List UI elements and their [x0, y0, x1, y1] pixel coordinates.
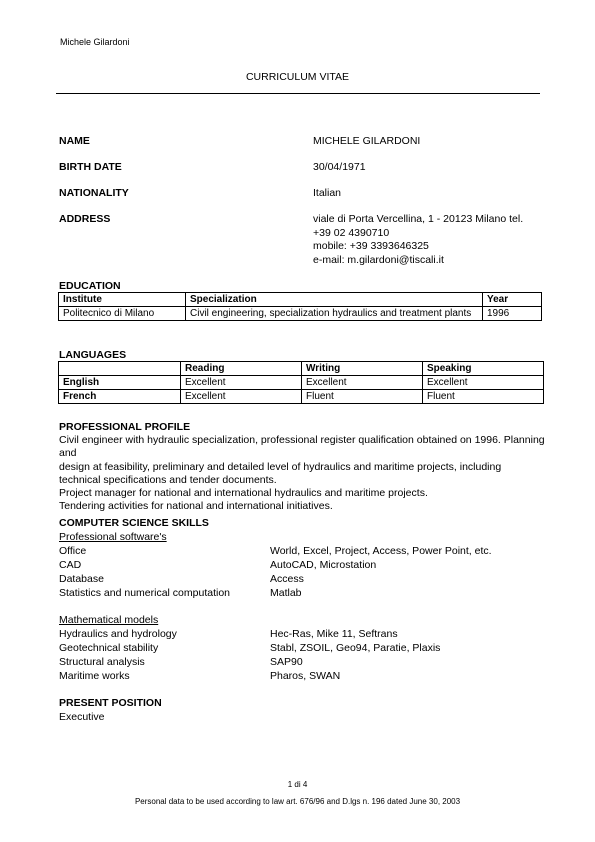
- model-tools: Pharos, SWAN: [270, 670, 341, 682]
- page-number: 1 di 4: [287, 780, 308, 789]
- profile-line: design at feasibility, preliminary and detailed level of hydraulics and maritime projects, including: [59, 460, 502, 473]
- column-header: Institute: [59, 293, 186, 307]
- list-item: [59, 656, 539, 670]
- table-header-row: [59, 362, 544, 376]
- skill-tools: World, Excel, Project, Access, Power Point, etc.: [270, 545, 492, 557]
- header-author: Michele Gilardoni: [60, 37, 130, 47]
- profile-text: [59, 434, 549, 514]
- column-header: Year: [483, 293, 542, 307]
- profile-line: Tendering activities for national and international initiatives.: [59, 500, 333, 513]
- model-category: Structural analysis: [59, 656, 145, 668]
- address-mobile: mobile: +39 3393646325: [313, 240, 429, 252]
- column-header: [59, 362, 181, 376]
- software-subheading: Professional software's: [59, 531, 167, 543]
- education-table: [58, 292, 542, 321]
- education-heading: EDUCATION: [59, 280, 121, 292]
- title-divider: [56, 93, 540, 94]
- skill-category: Database: [59, 573, 104, 585]
- position-heading: PRESENT POSITION: [59, 697, 162, 709]
- address-block: [313, 213, 523, 267]
- skill-tools: Access: [270, 573, 304, 585]
- language-name: English: [59, 376, 181, 390]
- skills-heading: COMPUTER SCIENCE SKILLS: [59, 517, 209, 529]
- nationality-label: NATIONALITY: [59, 187, 129, 199]
- models-subheading: Mathematical models: [59, 614, 159, 626]
- list-item: [59, 587, 539, 601]
- model-category: Maritime works: [59, 670, 130, 682]
- column-header: Reading: [181, 362, 302, 376]
- list-item: [59, 573, 539, 587]
- table-cell: Excellent: [181, 376, 302, 390]
- table-cell: Excellent: [181, 390, 302, 404]
- document-title: CURRICULUM VITAE: [245, 71, 350, 83]
- model-category: Hydraulics and hydrology: [59, 628, 177, 640]
- skill-category: Office: [59, 545, 87, 557]
- position-value: Executive: [59, 711, 105, 723]
- birth-date-value: 30/04/1971: [313, 161, 366, 173]
- languages-heading: LANGUAGES: [59, 349, 127, 361]
- profile-line: Project manager for national and international hydraulics and maritime projects.: [59, 487, 428, 500]
- profile-line: technical specifications and tender documents.: [59, 473, 277, 486]
- skill-category: Statistics and numerical computation: [59, 587, 230, 599]
- table-row: [59, 390, 544, 404]
- address-phone: +39 02 4390710: [313, 226, 390, 239]
- birth-date-label: BIRTH DATE: [59, 161, 122, 173]
- column-header: Specialization: [186, 293, 483, 307]
- table-cell: Civil engineering, specialization hydraulics and treatment plants: [186, 307, 483, 321]
- table-row: [59, 376, 544, 390]
- language-name: French: [59, 390, 181, 404]
- column-header: Writing: [302, 362, 423, 376]
- name-value: MICHELE GILARDONI: [313, 135, 421, 147]
- nationality-value: Italian: [313, 187, 342, 199]
- list-item: [59, 628, 539, 642]
- skill-category: CAD: [59, 559, 82, 571]
- table-header-row: [59, 293, 542, 307]
- address-email: e-mail: m.gilardoni@tiscali.it: [313, 253, 444, 266]
- list-item: [59, 642, 539, 656]
- table-cell: Excellent: [302, 376, 423, 390]
- list-item: [59, 670, 539, 684]
- name-label: NAME: [59, 135, 90, 147]
- table-row: [59, 307, 542, 321]
- address-line: viale di Porta Vercellina, 1 - 20123 Milano tel.: [313, 213, 524, 225]
- model-tools: Stabl, ZSOIL, Geo94, Paratie, Plaxis: [270, 642, 441, 654]
- model-tools: Hec-Ras, Mike 11, Seftrans: [270, 628, 398, 640]
- model-category: Geotechnical stability: [59, 642, 159, 654]
- profile-heading: PROFESSIONAL PROFILE: [59, 421, 191, 433]
- table-cell: Fluent: [302, 390, 423, 404]
- table-cell: Fluent: [423, 390, 544, 404]
- table-cell: Excellent: [423, 376, 544, 390]
- skill-tools: AutoCAD, Microstation: [270, 559, 377, 571]
- table-cell: Politecnico di Milano: [59, 307, 186, 321]
- column-header: Speaking: [423, 362, 544, 376]
- languages-table: [58, 361, 544, 404]
- table-cell: 1996: [483, 307, 542, 321]
- list-item: [59, 559, 539, 573]
- skill-tools: Matlab: [270, 587, 302, 599]
- address-label: ADDRESS: [59, 213, 111, 225]
- model-tools: SAP90: [270, 656, 303, 668]
- profile-line: Civil engineer with hydraulic specialization, professional register qualification obtained on 1996. Planning and: [59, 434, 545, 460]
- list-item: [59, 545, 539, 559]
- privacy-note: Personal data to be used according to law art. 676/96 and D.lgs n. 196 dated June 30, 2003: [134, 797, 461, 806]
